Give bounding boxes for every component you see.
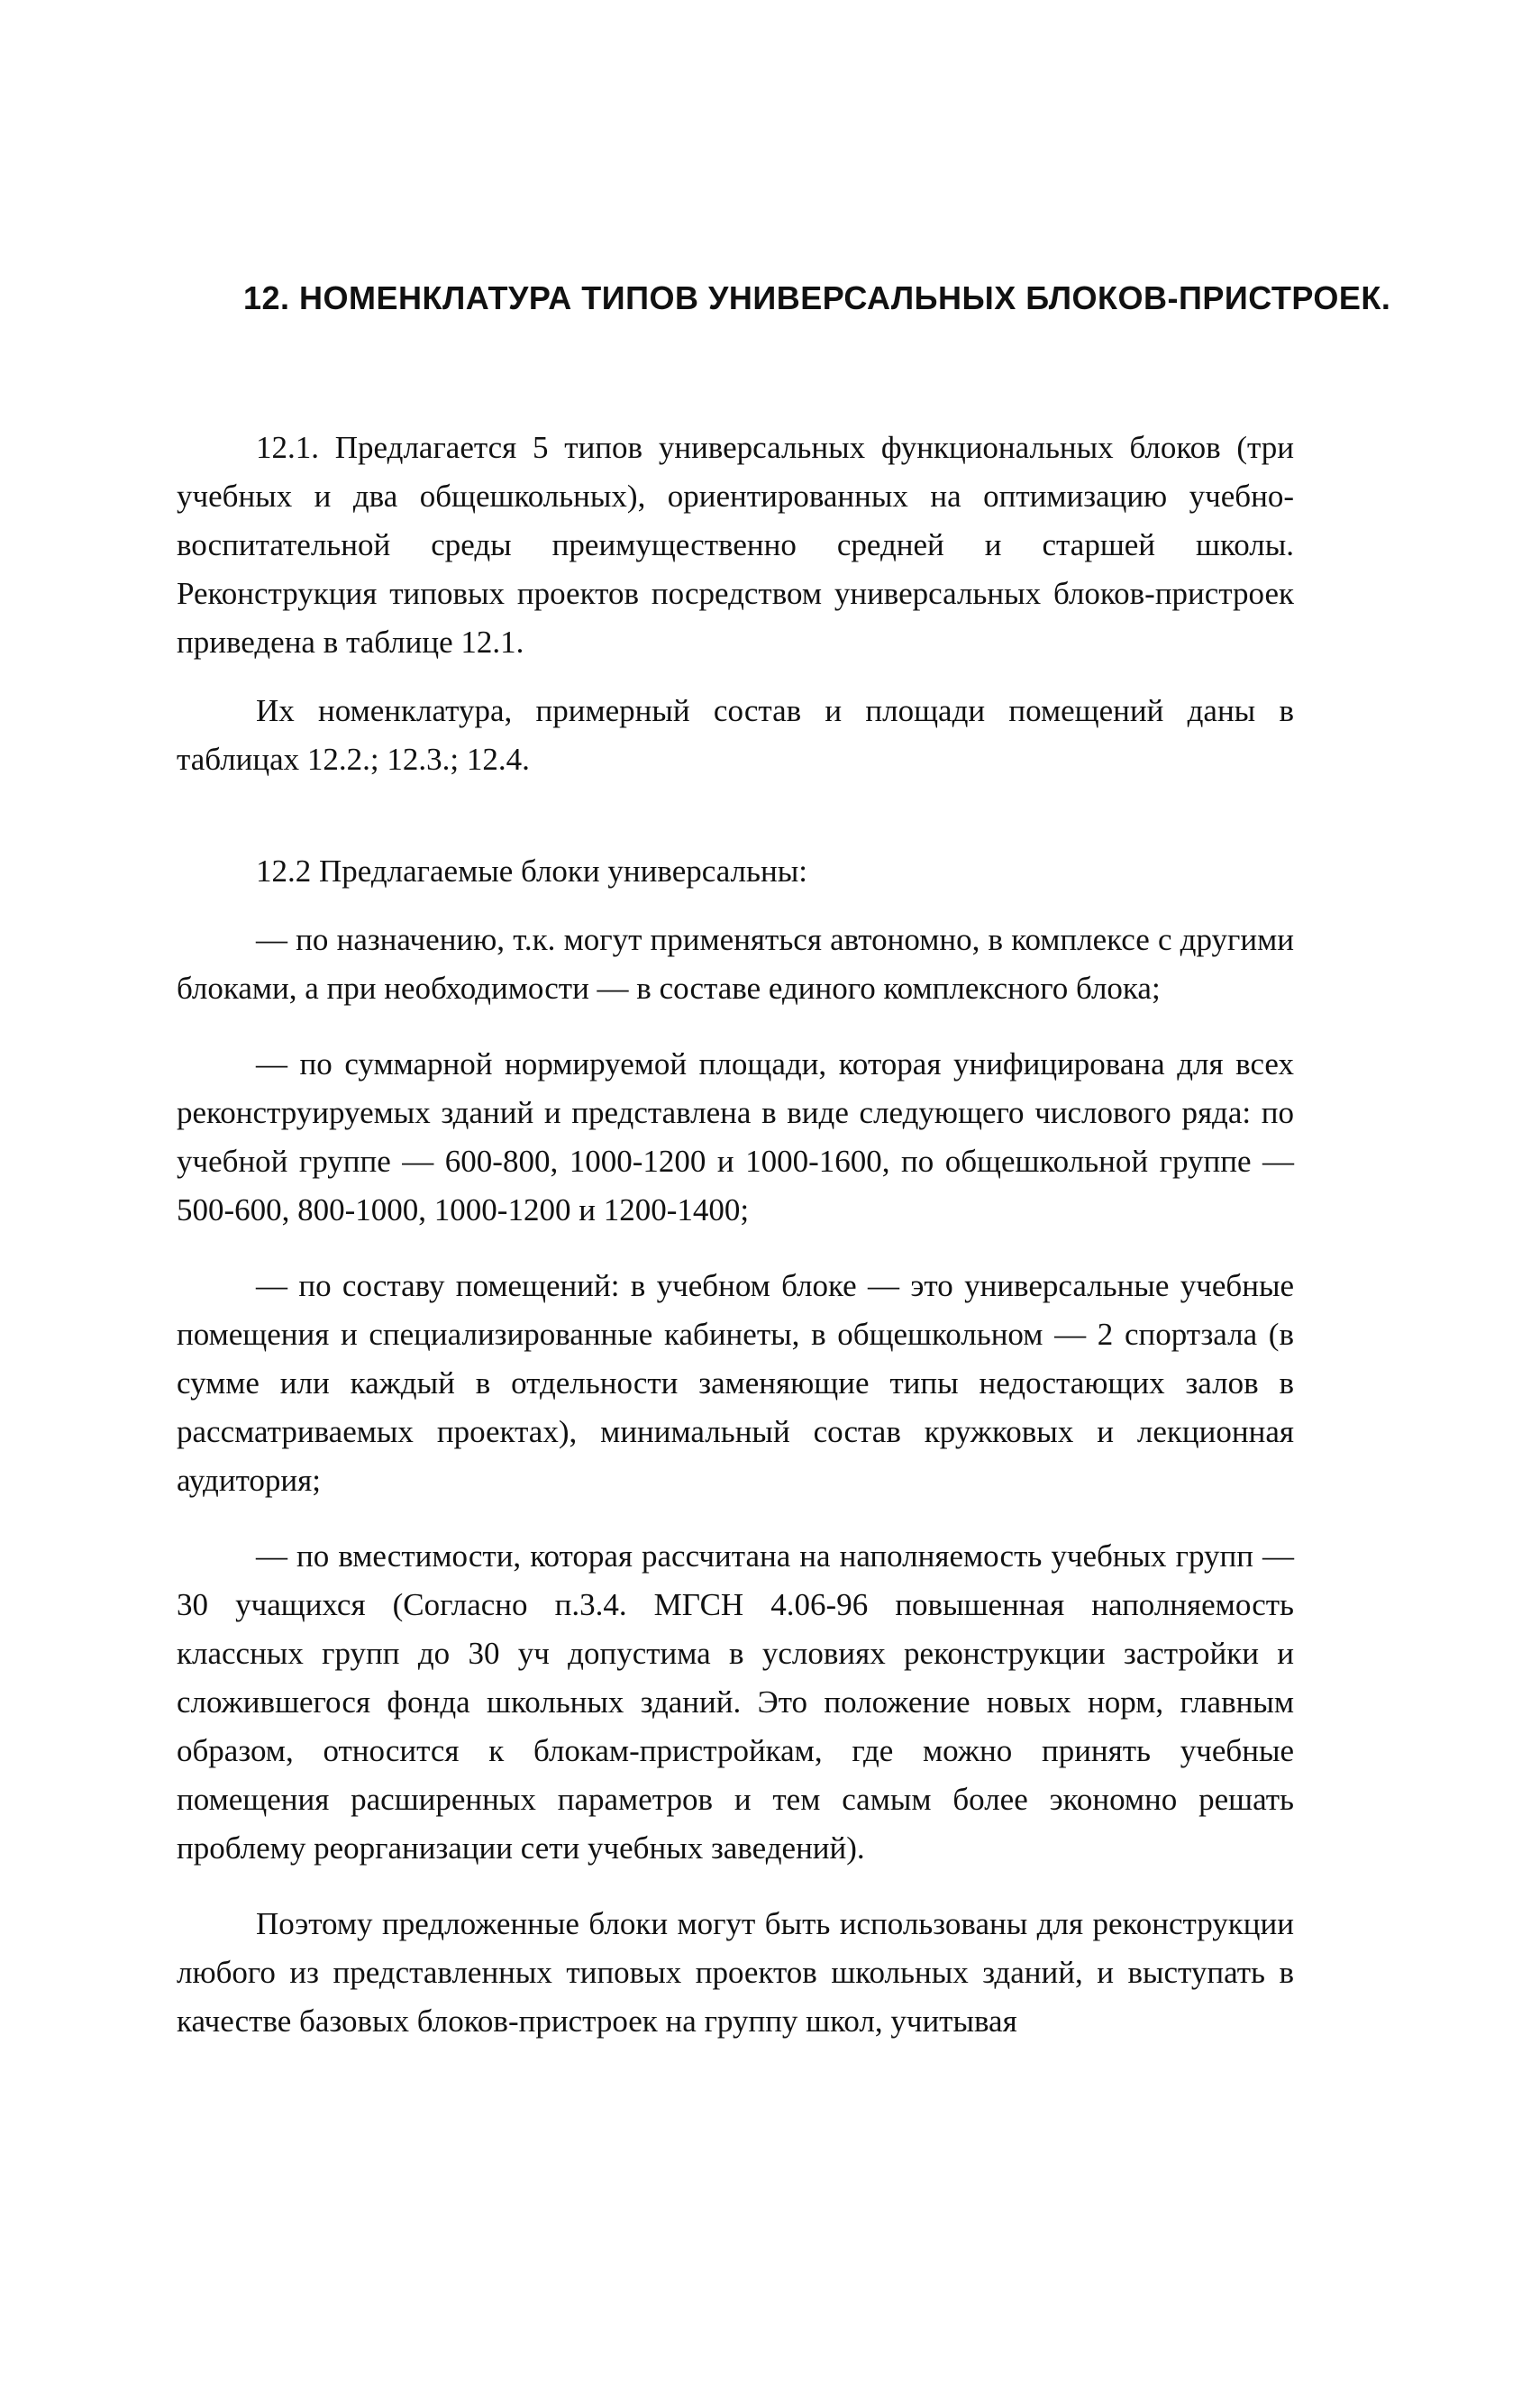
- section-title: 12. НОМЕНКЛАТУРА ТИПОВ УНИВЕРСАЛЬНЫХ БЛОКОВ-ПРИСТРОЕК.: [243, 279, 1391, 316]
- list-item-area: — по суммарной нормируемой площади, которая унифицирована для всех реконструируемых зданий и представлена в виде следующего числового ряда: по учебной группе — 600-800, 1000-1200 и 1000-1600, по общешкольной группе — 500-600, 800-1000, 1000-1200 и 1200-1400;: [177, 1046, 1294, 1228]
- paragraph-nomenclature: Их номенклатура, примерный состав и площади помещений даны в таблицах 12.2.; 12.3.; 12.4.: [177, 693, 1294, 777]
- paragraph-12-2: 12.2 Предлагаемые блоки универсальны:: [256, 853, 807, 889]
- paragraph-12-1: 12.1. Предлагается 5 типов универсальных функциональных блоков (три учебных и два общешкольных), ориентированных на оптимизацию учебно-воспитательной среды преимущественно средней и старшей школы. Реконструкция типовых проектов посредством универсальных блоков-пристроек приведена в таблице 12.1.: [177, 430, 1294, 660]
- section-body: [177, 424, 1294, 2046]
- list-item-rooms: — по составу помещений: в учебном блоке — это универсальные учебные помещения и специализированные кабинеты, в общешкольном — 2 спортзала (в сумме или каждый в отдельности заменяющие типы недостающих залов в рассматриваемых проектах), минимальный состав кружковых и лекционная аудитория;: [177, 1268, 1294, 1498]
- list-item-purpose: — по назначению, т.к. могут применяться автономно, в комплексе с другими блоками, а при необходимости — в составе единого комплексного блока;: [177, 922, 1294, 1006]
- paragraph-conclusion: Поэтому предложенные блоки могут быть использованы для реконструкции любого из представленных типовых проектов школьных зданий, и выступать в качестве базовых блоков-пристроек на группу школ, учитывая: [177, 1906, 1294, 2039]
- list-item-capacity: — по вместимости, которая рассчитана на наполняемость учебных групп — 30 учащихся (Согласно п.3.4. МГСН 4.06-96 повышенная наполняемость классных групп до 30 уч допустима в условиях реконструкции застройки и сложившегося фонда школьных зданий. Это положение новых норм, главным образом, относится к блокам-пристройкам, где можно принять учебные помещения расширенных параметров и тем самым более экономно решать проблему реорганизации сети учебных заведений).: [177, 1538, 1294, 1866]
